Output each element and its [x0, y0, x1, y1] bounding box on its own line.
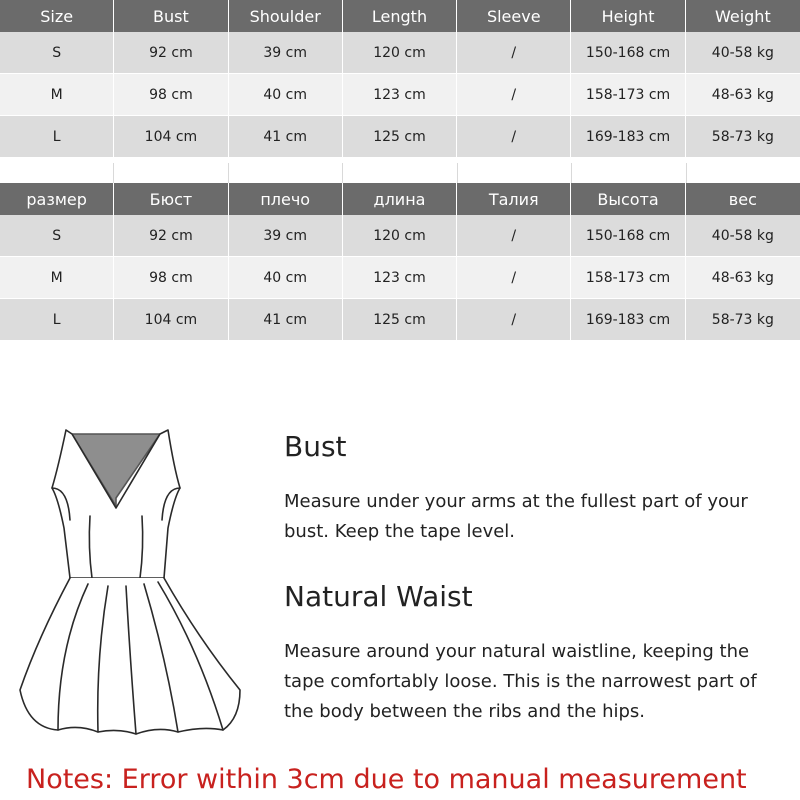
- dress-illustration-icon: [18, 428, 243, 740]
- table-cell: /: [457, 74, 571, 116]
- separator-cell: [343, 163, 457, 183]
- header-shoulder: плечо: [229, 183, 343, 215]
- table-cell: 104 cm: [114, 116, 228, 158]
- table-cell: 98 cm: [114, 257, 228, 299]
- table-cell: /: [457, 116, 571, 158]
- header-shoulder: Shoulder: [229, 0, 343, 32]
- table-row: [0, 74, 800, 116]
- table-cell: 150-168 cm: [571, 215, 685, 257]
- bust-description: Measure under your arms at the fullest part of your bust. Keep the tape level.: [284, 491, 748, 542]
- header-size: Size: [0, 0, 114, 32]
- measurement-note: Notes: Error within 3cm due to manual measurement: [26, 764, 747, 795]
- table-cell: 40-58 kg: [686, 32, 800, 74]
- header-sleeve: Sleeve: [457, 0, 571, 32]
- header-weight: вес: [686, 183, 800, 215]
- table-cell: 92 cm: [114, 215, 228, 257]
- table-cell: 120 cm: [343, 32, 457, 74]
- header-bust: Бюст: [114, 183, 228, 215]
- bust-section-text: [284, 487, 784, 547]
- table-row: [0, 215, 800, 257]
- table-cell: 120 cm: [343, 215, 457, 257]
- table-header-row: [0, 183, 800, 215]
- table-cell: 40-58 kg: [686, 215, 800, 257]
- table-cell: 58-73 kg: [686, 116, 800, 158]
- waist-description: Measure around your natural waistline, keeping the tape comfortably loose. This is the narrowest part of the body between the ribs and the hips.: [284, 641, 757, 722]
- header-height: Height: [571, 0, 685, 32]
- separator-cell: [229, 163, 343, 183]
- table-cell: 169-183 cm: [571, 116, 685, 158]
- table-cell: /: [457, 32, 571, 74]
- table-cell: /: [457, 299, 571, 341]
- table-cell: 39 cm: [229, 215, 343, 257]
- table-cell: M: [0, 257, 114, 299]
- table-cell: /: [457, 215, 571, 257]
- table-cell: 123 cm: [343, 257, 457, 299]
- waist-section-text: [284, 637, 784, 727]
- bust-heading: Bust: [284, 430, 347, 463]
- separator-cell: [687, 163, 800, 183]
- header-length: длина: [343, 183, 457, 215]
- table-row: [0, 116, 800, 158]
- table-row: [0, 32, 800, 74]
- header-bust: Bust: [114, 0, 228, 32]
- table-cell: 123 cm: [343, 74, 457, 116]
- table-cell: 150-168 cm: [571, 32, 685, 74]
- table-cell: 125 cm: [343, 116, 457, 158]
- table-separator-row: [0, 163, 800, 183]
- table-header-row: [0, 0, 800, 32]
- table-cell: S: [0, 32, 114, 74]
- size-table-russian: [0, 183, 800, 341]
- waist-heading: Natural Waist: [284, 580, 473, 613]
- separator-cell: [572, 163, 686, 183]
- table-row: [0, 299, 800, 341]
- table-cell: 169-183 cm: [571, 299, 685, 341]
- header-weight: Weight: [686, 0, 800, 32]
- table-cell: 48-63 kg: [686, 257, 800, 299]
- table-row: [0, 257, 800, 299]
- table-cell: 104 cm: [114, 299, 228, 341]
- table-cell: 98 cm: [114, 74, 228, 116]
- separator-cell: [114, 163, 228, 183]
- table-cell: 41 cm: [229, 116, 343, 158]
- bust-section-title: [284, 430, 784, 464]
- header-waist: Талия: [457, 183, 571, 215]
- table-cell: L: [0, 116, 114, 158]
- table-cell: 48-63 kg: [686, 74, 800, 116]
- table-cell: S: [0, 215, 114, 257]
- separator-cell: [458, 163, 572, 183]
- size-table-english: [0, 0, 800, 158]
- header-length: Length: [343, 0, 457, 32]
- separator-cell: [0, 163, 114, 183]
- waist-section-title: [284, 580, 784, 614]
- table-cell: /: [457, 257, 571, 299]
- table-cell: 158-173 cm: [571, 74, 685, 116]
- table-cell: 58-73 kg: [686, 299, 800, 341]
- table-cell: 92 cm: [114, 32, 228, 74]
- table-cell: 39 cm: [229, 32, 343, 74]
- table-cell: M: [0, 74, 114, 116]
- table-cell: 125 cm: [343, 299, 457, 341]
- table-cell: L: [0, 299, 114, 341]
- table-cell: 40 cm: [229, 257, 343, 299]
- table-cell: 40 cm: [229, 74, 343, 116]
- header-height: Высота: [571, 183, 685, 215]
- table-cell: 158-173 cm: [571, 257, 685, 299]
- header-size: размер: [0, 183, 114, 215]
- table-cell: 41 cm: [229, 299, 343, 341]
